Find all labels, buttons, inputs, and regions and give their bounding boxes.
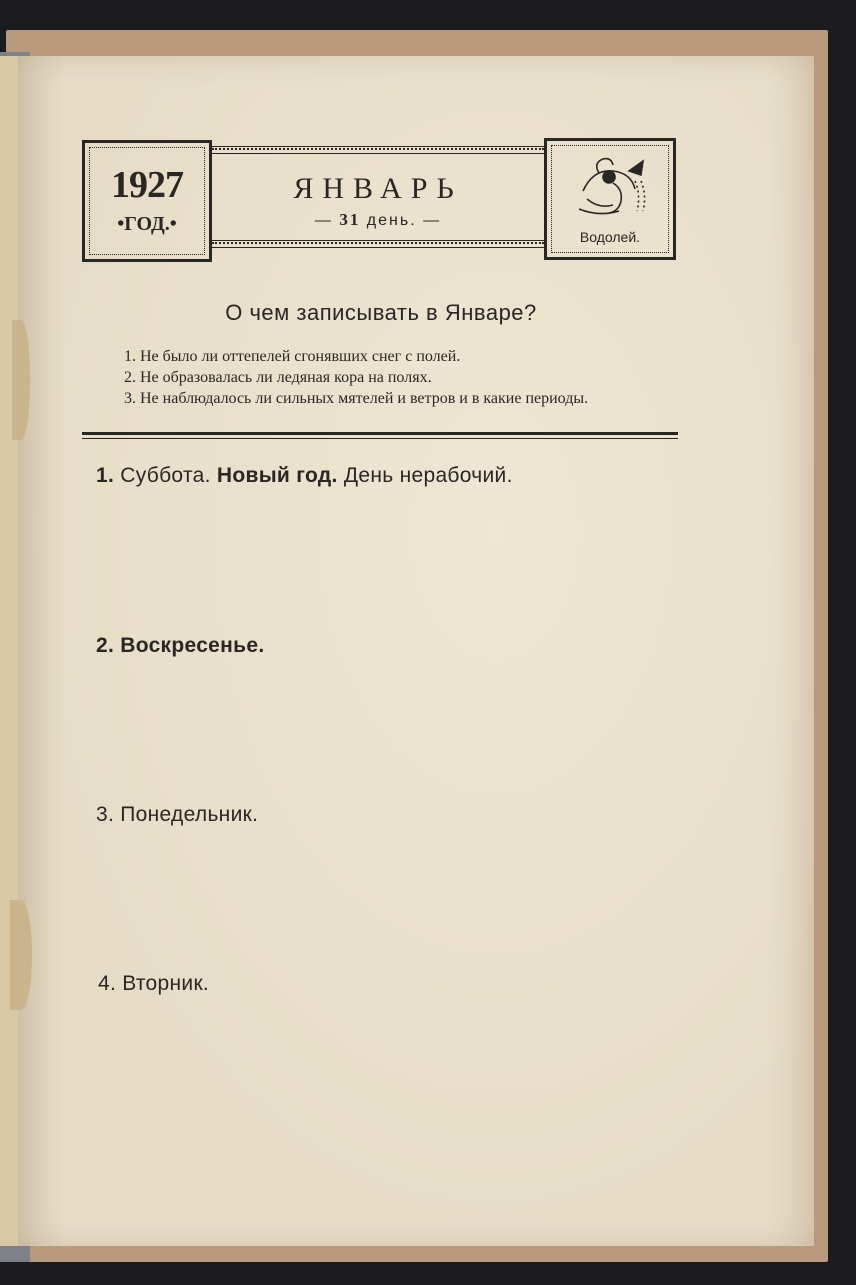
page-tear (10, 900, 32, 1010)
band-bottom-line (212, 240, 544, 248)
day-entry-2 (96, 634, 264, 658)
day-name: Воскресенье. (120, 634, 265, 657)
day-number: 1. (96, 464, 115, 487)
aquarius-illustration-icon (569, 151, 655, 223)
day-number: 2. (96, 634, 115, 657)
divider-rule (82, 432, 678, 435)
day-note: День нерабочий. (343, 464, 513, 487)
day-entry-3 (96, 803, 258, 827)
day-entry-4 (98, 972, 209, 996)
page-tear (12, 320, 30, 440)
zodiac-box (544, 138, 676, 260)
question-item-1: 1. Не было ли оттепелей сгонявших снег с полей. (124, 348, 461, 365)
band-top-line (212, 146, 544, 154)
day-name: Суббота. (120, 464, 211, 487)
year-suffix: •ГОД.• (117, 213, 177, 235)
question-item-3: 3. Не наблюдалось ли сильных мятелей и ветров и в какие периоды. (124, 390, 589, 407)
year-box (82, 140, 212, 262)
days-label: день. (366, 212, 417, 229)
day-number: 3. (96, 803, 115, 826)
month-band (212, 146, 544, 256)
question-items (82, 346, 680, 409)
divider-rule-thin (82, 438, 678, 439)
zodiac-label: Водолей. (579, 229, 641, 245)
day-entry-1 (96, 464, 513, 488)
day-name: Понедельник. (120, 803, 259, 826)
question-item-2: 2. Не образовалась ли ледяная кора на полях. (124, 369, 432, 386)
days-number: 31 (339, 210, 361, 229)
section-question: О чем записывать в Январе? (225, 300, 537, 325)
holiday-label: Новый год. (216, 464, 338, 487)
day-number: 4. (98, 972, 117, 995)
day-name: Вторник. (122, 972, 210, 995)
month-title: ЯНВАРЬ (293, 172, 463, 205)
year-number: 1927 (111, 164, 183, 206)
days-count: — 31 день. — (314, 210, 442, 229)
